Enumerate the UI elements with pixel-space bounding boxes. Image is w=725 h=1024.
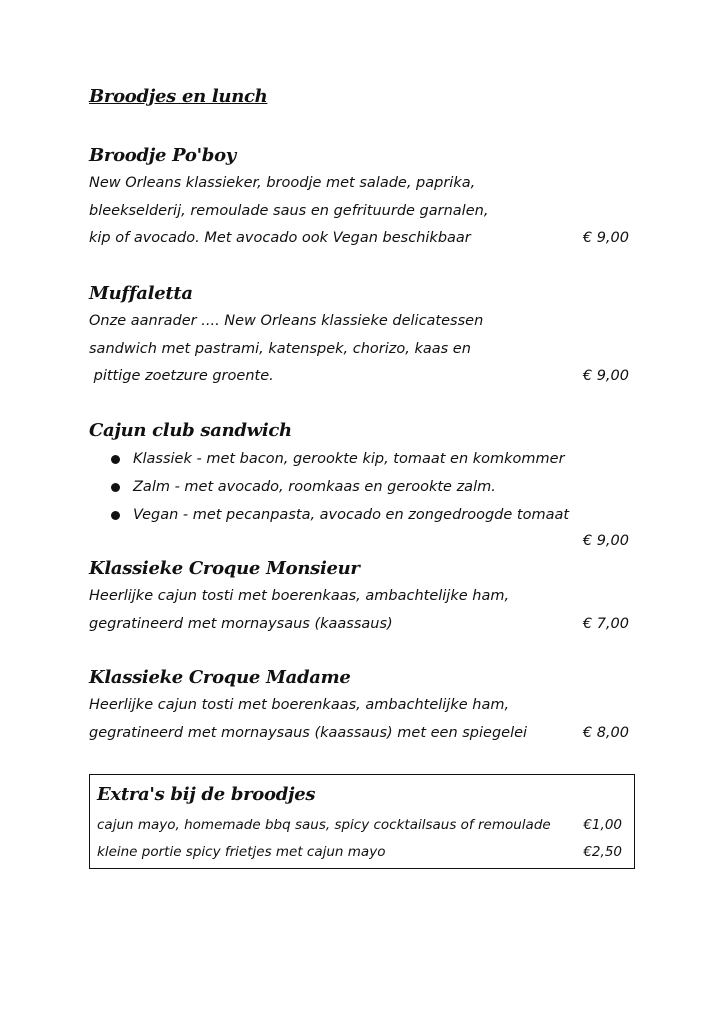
extras-title: Extra's bij de broodjes [97,784,316,805]
item-description-line: sandwich met pastrami, katenspek, chorizo, kaas en [89,340,471,357]
extras-line [97,817,622,833]
extras-price: €1,00 [583,817,622,833]
item-price: € 9,00 [582,533,629,549]
item-description-line [89,611,629,639]
variant-item [89,445,629,473]
variant-item [89,501,629,529]
item-price: € 8,00 [582,724,629,741]
item-name: Broodje Po'boy [89,145,236,166]
item-name: Muffaletta [89,283,193,304]
item-description-text: pittige zoetzure groente. [89,368,274,384]
item-description-line [89,720,629,748]
item-description-line: Heerlijke cajun tosti met boerenkaas, ambachtelijke ham, [89,697,510,713]
variant-list [89,445,629,529]
menu-item-poboy [89,142,629,253]
item-price: € 9,00 [582,368,629,384]
extras-box [89,774,635,869]
item-description-line [89,363,629,391]
item-price: € 7,00 [582,615,629,632]
item-description-line: Heerlijke cajun tosti met boerenkaas, ambachtelijke ham, [89,588,510,604]
variant-text: Klassiek - met bacon, gerookte kip, tomaat en komkommer [133,451,565,467]
item-name: Klassieke Croque Madame [89,667,351,688]
menu-item-muffaletta [89,280,629,391]
variant-text: Vegan - met pecanpasta, avocado en zongedroogde tomaat [133,507,570,523]
variant-item [89,473,629,501]
item-name: Cajun club sandwich [89,420,292,441]
item-description-line: Onze aanrader .... New Orleans klassieke delicatessen [89,313,484,329]
item-description-text: gegratineerd met mornaysaus (kaassaus) [89,615,393,632]
bullet-icon [111,511,120,520]
item-name: Klassieke Croque Monsieur [89,558,360,579]
item-description-text: kip of avocado. Met avocado ook Vegan beschikbaar [89,230,471,246]
extras-price: €2,50 [583,844,622,860]
extras-text: cajun mayo, homemade bbq saus, spicy cocktailsaus of remoulade [97,817,551,833]
variant-text: Zalm - met avocado, roomkaas en gerookte zalm. [133,479,496,495]
section-title: Broodjes en lunch [89,86,268,107]
bullet-icon [111,483,120,492]
item-description-text: gegratineerd met mornaysaus (kaassaus) met een spiegelei [89,724,528,741]
price-row [89,529,629,557]
item-description-line: bleekselderij, remoulade saus en gefrituurde garnalen, [89,202,489,219]
menu-item-croque-madame [89,664,629,747]
extras-text: kleine portie spicy frietjes met cajun mayo [97,844,386,860]
menu-item-croque-monsieur [89,555,629,638]
bullet-icon [111,455,120,464]
extras-line [97,844,622,860]
item-price: € 9,00 [582,230,629,246]
item-description-line [89,225,629,253]
menu-item-cajun-club [89,417,629,557]
item-description-line: New Orleans klassieker, broodje met salade, paprika, [89,175,476,191]
